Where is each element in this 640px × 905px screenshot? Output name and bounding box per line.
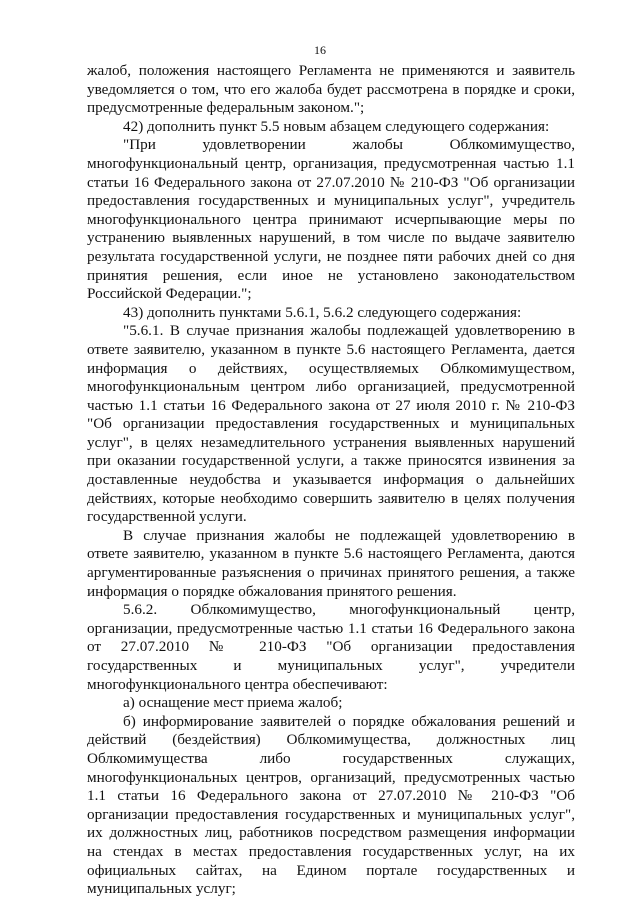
page-number: 16 bbox=[314, 43, 326, 57]
paragraph-item-43: 43) дополнить пунктами 5.6.1, 5.6.2 следующего содержания: bbox=[123, 303, 522, 321]
paragraph-5-6-1: "5.6.1. В случае признания жалобы подлежащей удовлетворению в ответе заявителю, указанном в пункте 5.6 настоящего Регламента, дается информация о действиях, осуществляемых Облкомимуществом, многофункциональным центром либо организацией, предусмотренной частью 1.1 статьи 16 Федерального закона от 27 июля 2010 г. № 210-ФЗ "Об организации предоставления государственных и муниципальных услуг", в целях незамедлительного устранения выявленных нарушений при оказании государственной услуги, а также приносятся извинения за доставленные неудобства и указывается информация о дальнейших действиях, которые необходимо совершить заявителю в целях получения государственной услуги. bbox=[87, 322, 575, 526]
paragraph-subitem-b: б) информирование заявителей о порядке обжалования решений и действий (бездействия) Облкомимущества, должностных лиц Облкомимущества либо государственных служащих, многофункциональных центров, организаций, предусмотренных частью 1.1 статьи 16 Федерального закона от 27.07.2010 № 210-ФЗ "Об организации предоставления государственных и муниципальных услуг", их должностных лиц, работников посредством размещения информации на стендах в местах предоставления государственных услуг, на их официальных сайтах, на Едином портале государственных и муниципальных услуг; bbox=[87, 712, 575, 898]
paragraph-satisfaction-clause: "При удовлетворении жалобы Облкомимущество, многофункциональный центр, организация, предусмотренная частью 1.1 статьи 16 Федерального закона от 27.07.2010 № 210-ФЗ "Об организации предоставления государственных и муниципальных услуг", учредитель многофункционального центра принимают исчерпывающие меры по устранению выявленных нарушений, в том числе по выдаче заявителю результата государственной услуги, не позднее пяти рабочих дней со дня принятия решения, если иное не установлено законодательством Российской Федерации."; bbox=[87, 136, 575, 303]
paragraph-item-42: 42) дополнить пункт 5.5 новым абзацем следующего содержания: bbox=[123, 117, 550, 135]
paragraph-rejection-case: В случае признания жалобы не подлежащей удовлетворению в ответе заявителю, указанном в пункте 5.6 настоящего Регламента, даются аргументированные разъяснения о причинах принятого решения, а также информация о порядке обжалования принятого решения. bbox=[87, 526, 575, 600]
paragraph-subitem-a: а) оснащение мест приема жалоб; bbox=[123, 694, 343, 712]
paragraph-5-6-2: 5.6.2. Облкомимущество, многофункциональный центр, организации, предусмотренные частью 1.1 статьи 16 Федерального закона от 27.07.2010 № 210-ФЗ "Об организации предоставления государственных и муниципальных услуг", учредители многофункционального центра обеспечивают: bbox=[87, 601, 575, 693]
paragraph-complaint-closing: жалоб, положения настоящего Регламента не применяются и заявитель уведомляется о том, что его жалоба будет рассмотрена в порядке и сроки, предусмотренные федеральным законом."; bbox=[87, 62, 575, 117]
document-body bbox=[87, 62, 575, 899]
